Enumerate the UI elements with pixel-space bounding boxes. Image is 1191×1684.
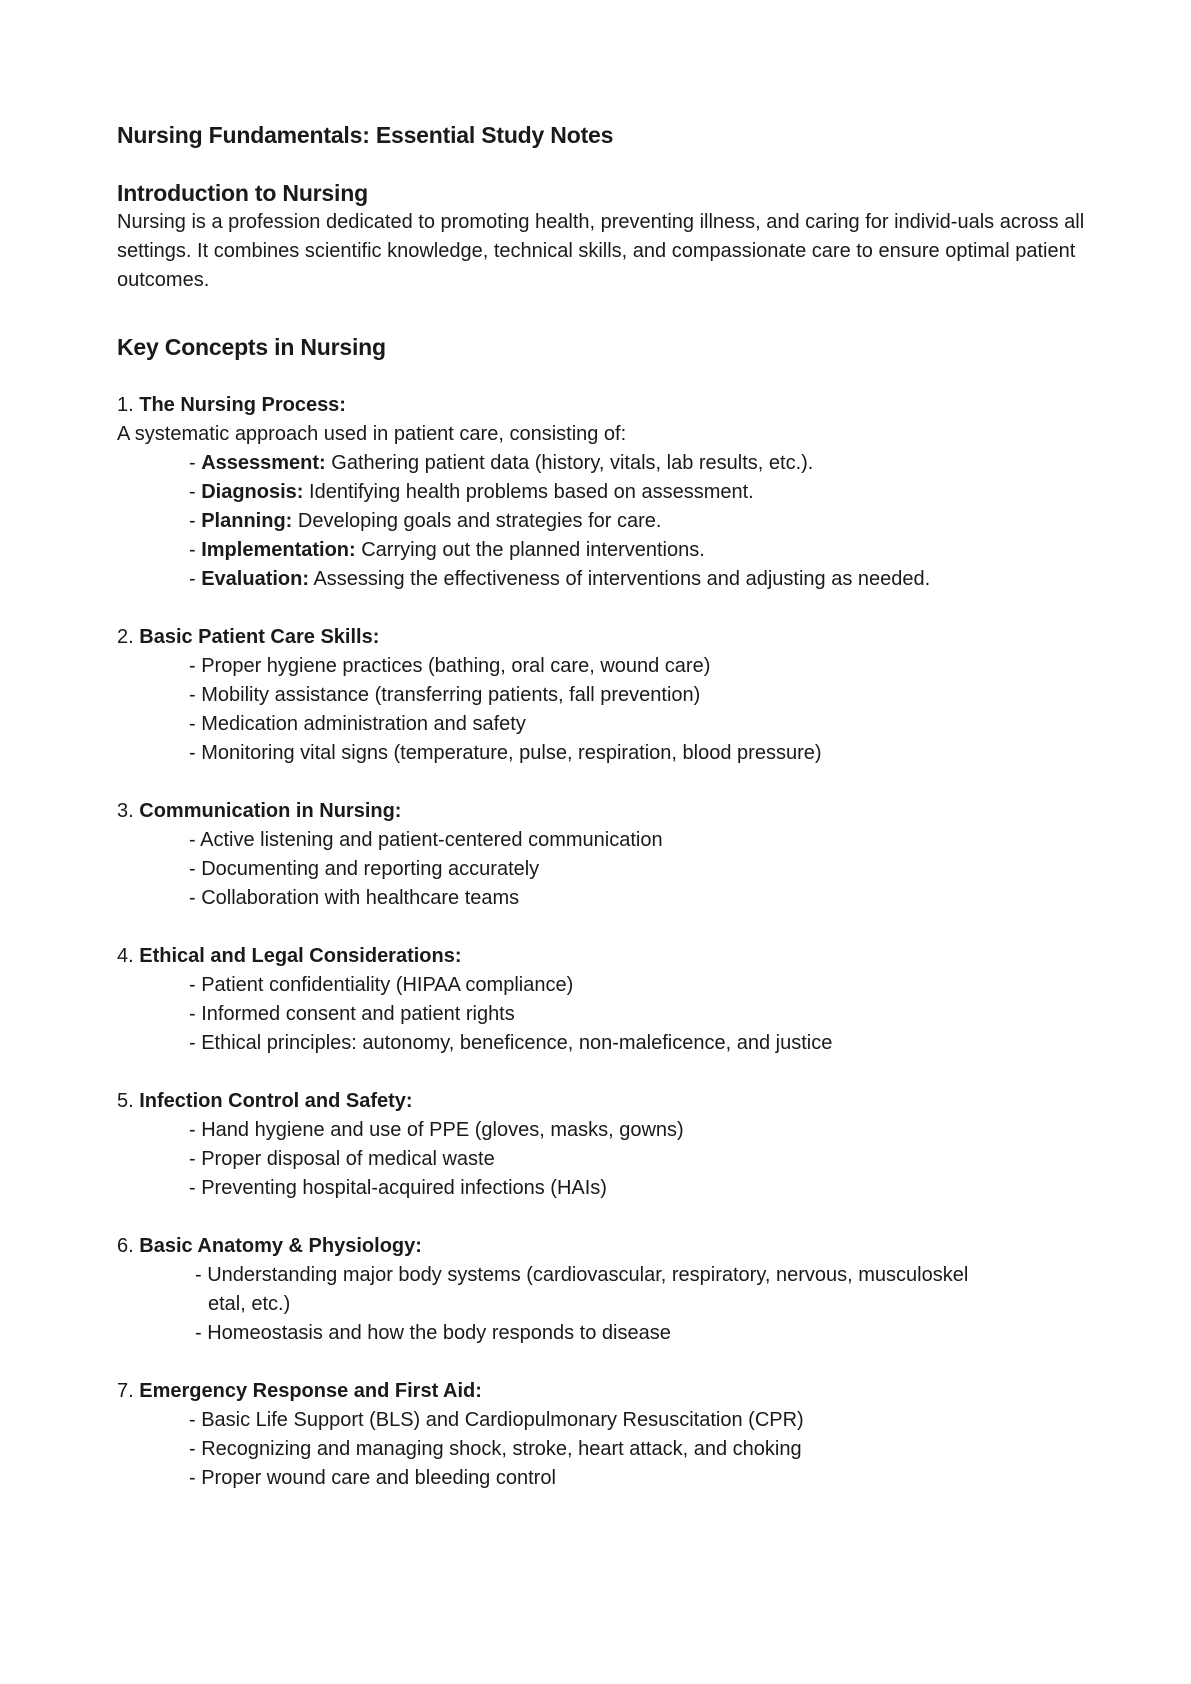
list-item: - Collaboration with healthcare teams [189, 887, 520, 909]
list-item [189, 449, 1077, 478]
list-dash: - [189, 452, 202, 474]
list-item [189, 507, 1077, 536]
list-item [189, 536, 1077, 565]
concept-title [117, 942, 1077, 971]
concept-patient-care-skills [117, 623, 1077, 768]
list-item [189, 478, 1077, 507]
concept-list [117, 652, 1077, 768]
concept-anatomy-physiology [117, 1232, 1077, 1348]
concept-list [117, 826, 1077, 913]
concept-label: Emergency Response and First Aid: [139, 1380, 482, 1402]
list-item-term: Diagnosis: [201, 481, 304, 503]
concept-emergency-response [117, 1377, 1077, 1493]
concept-list [117, 971, 1077, 1058]
list-item: - Ethical principles: autonomy, beneficence, non-maleficence, and justice [189, 1032, 833, 1054]
list-item: - Monitoring vital signs (temperature, pulse, respiration, blood pressure) [189, 742, 822, 764]
concept-number: 1. [117, 394, 134, 416]
concept-title [117, 1232, 1077, 1261]
document-page [117, 120, 1085, 1522]
concept-label: Ethical and Legal Considerations: [139, 945, 462, 967]
concept-label: Infection Control and Safety: [139, 1090, 413, 1112]
concept-number: 2. [117, 626, 134, 648]
list-item-term: Planning: [201, 510, 293, 532]
list-item [189, 565, 1077, 594]
concept-label: Basic Patient Care Skills: [139, 626, 380, 648]
list-item-text: Carrying out the planned interventions. [355, 539, 705, 561]
list-item-text: Developing goals and strategies for care. [292, 510, 662, 532]
list-item-term: Implementation: [201, 539, 356, 561]
list-item-line: - Understanding major body systems (cardiovascular, respiratory, nervous, musculoskel [195, 1264, 969, 1286]
list-dash: - [189, 539, 202, 561]
concept-title [117, 797, 1077, 826]
list-item: - Active listening and patient-centered communication [189, 829, 663, 851]
concept-number: 6. [117, 1235, 134, 1257]
concept-list [117, 1406, 1077, 1493]
list-item-text: Assessing the effectiveness of interventions and adjusting as needed. [309, 568, 931, 590]
concept-infection-control [117, 1087, 1077, 1203]
concept-nursing-process [117, 391, 1077, 594]
concept-label: Basic Anatomy & Physiology: [139, 1235, 422, 1257]
concept-ethical-legal [117, 942, 1077, 1058]
list-item [195, 1261, 1077, 1319]
list-dash: - [189, 481, 202, 503]
concept-number: 3. [117, 800, 134, 822]
list-item: - Documenting and reporting accurately [189, 858, 540, 880]
concept-title [117, 391, 1077, 420]
concept-title [117, 623, 1077, 652]
list-item: - Basic Life Support (BLS) and Cardiopulmonary Resuscitation (CPR) [189, 1409, 804, 1431]
intro-heading: Introduction to Nursing [117, 180, 368, 206]
concept-title [117, 1087, 1077, 1116]
intro-paragraph: Nursing is a profession dedicated to promoting health, preventing illness, and caring for individ-uals across all settings. It combines scientific knowledge, technical skills, and compassionate care to ensure optimal patient outcomes. [117, 211, 1085, 291]
list-item [195, 1319, 1077, 1348]
concept-number: 7. [117, 1380, 134, 1402]
list-dash: - [189, 510, 202, 532]
list-item: - Proper disposal of medical waste [189, 1148, 495, 1170]
list-item-term: Assessment: [201, 452, 326, 474]
list-item-text: Identifying health problems based on assessment. [303, 481, 754, 503]
list-dash: - [189, 568, 202, 590]
concept-list [117, 449, 1077, 594]
concept-number: 4. [117, 945, 134, 967]
concept-number: 5. [117, 1090, 134, 1112]
list-item: - Patient confidentiality (HIPAA compliance) [189, 974, 574, 996]
list-item: - Mobility assistance (transferring patients, fall prevention) [189, 684, 701, 706]
list-item-line: - Homeostasis and how the body responds to disease [195, 1322, 671, 1344]
concept-label: Communication in Nursing: [139, 800, 402, 822]
document-title: Nursing Fundamentals: Essential Study Notes [117, 122, 614, 148]
concept-list [117, 1261, 1077, 1348]
list-item: - Preventing hospital-acquired infections (HAIs) [189, 1177, 607, 1199]
concept-label: The Nursing Process: [139, 394, 346, 416]
list-item: - Hand hygiene and use of PPE (gloves, masks, gowns) [189, 1119, 684, 1141]
list-item: - Recognizing and managing shock, stroke, heart attack, and choking [189, 1438, 802, 1460]
list-item: - Informed consent and patient rights [189, 1003, 515, 1025]
concept-intro: A systematic approach used in patient care, consisting of: [117, 423, 627, 445]
concept-communication [117, 797, 1077, 913]
list-item: - Proper hygiene practices (bathing, oral care, wound care) [189, 655, 711, 677]
list-item-term: Evaluation: [201, 568, 310, 590]
list-item: - Medication administration and safety [189, 713, 526, 735]
list-item-text: Gathering patient data (history, vitals, lab results, etc.). [325, 452, 814, 474]
list-item-continuation: etal, etc.) [208, 1293, 291, 1315]
key-concepts-heading: Key Concepts in Nursing [117, 334, 386, 360]
concept-title [117, 1377, 1077, 1406]
concept-list [117, 1116, 1077, 1203]
list-item: - Proper wound care and bleeding control [189, 1467, 556, 1489]
